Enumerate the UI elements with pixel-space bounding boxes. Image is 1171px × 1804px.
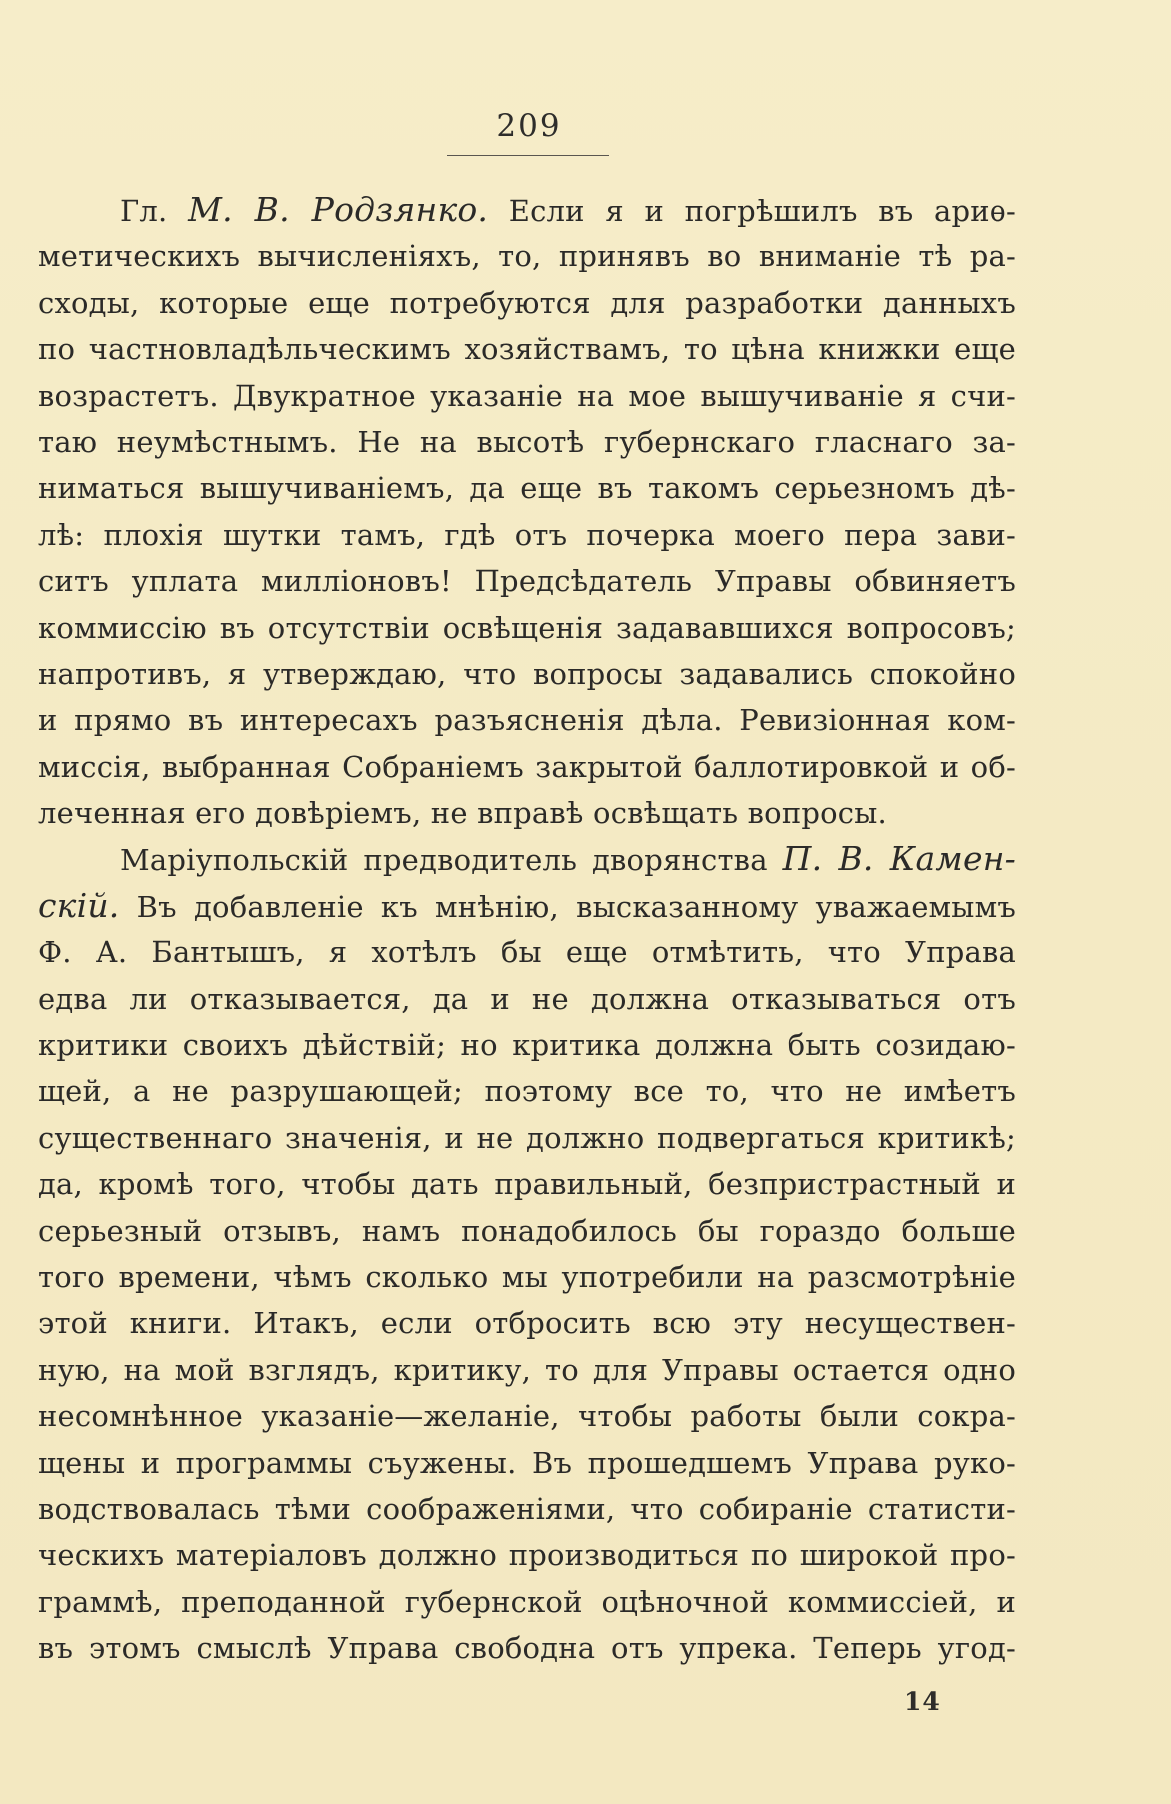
text-line: граммѣ, преподанной губернской оцѣночной коммиссіей, и xyxy=(38,1584,1016,1619)
text-line: ниматься вышучиваніемъ, да еще въ такомъ серьезномъ дѣ- xyxy=(38,471,1016,506)
page-number: 209 xyxy=(496,108,562,144)
text-line: по частновладѣльческимъ хозяйствамъ, то цѣна книжки еще xyxy=(38,332,1016,367)
speaker-name-continued: скій. xyxy=(38,885,120,925)
text-line: метическихъ вычисленіяхъ, то, принявъ во вниманіе тѣ ра- xyxy=(38,239,1016,274)
text-line: напротивъ, я утверждаю, что вопросы задавались спокойно xyxy=(38,656,1016,691)
text-line: того времени, чѣмъ сколько мы употребили на разсмотрѣніе xyxy=(38,1259,1016,1294)
text-line: водствовалась тѣми соображеніями, что собираніе статисти- xyxy=(38,1491,1016,1526)
text-line: леченная его довѣріемъ, не вправѣ освѣщать вопросы. xyxy=(38,796,887,831)
page-number-rule xyxy=(447,155,609,156)
text-line: сходы, которые еще потребуются для разработки данныхъ xyxy=(38,285,1016,320)
text-line: существеннаго значенія, и не должно подвергаться критикѣ; xyxy=(38,1120,1016,1155)
text-line: да, кромѣ того, чтобы дать правильный, безпристрастный и xyxy=(38,1167,1016,1202)
text-line: этой книги. Итакъ, если отбросить всю эту несуществен- xyxy=(38,1306,1016,1341)
text-line: серьезный отзывъ, намъ понадобилось бы гораздо больше xyxy=(38,1213,1016,1248)
body-text xyxy=(38,187,1016,1672)
text-line: ческихъ матеріаловъ должно производиться по широкой про- xyxy=(38,1538,1016,1573)
text-line: возрастетъ. Двукратное указаніе на мое вышучиваніе я счи- xyxy=(38,378,1016,413)
signature-mark: 14 xyxy=(904,1687,941,1716)
text-line: въ этомъ смыслѣ Управа свободна отъ упрека. Теперь угод- xyxy=(38,1631,1016,1666)
text-line: щены и программы съужены. Въ прошедшемъ Управа руко- xyxy=(38,1445,1016,1480)
text-line: ную, на мой взглядъ, критику, то для Управы остается одно xyxy=(38,1352,1016,1387)
text-line: критики своихъ дѣйствій; но критика должна быть созидаю- xyxy=(38,1028,1016,1063)
text-line: Если я и погрѣшилъ въ ариѳ- xyxy=(508,194,1017,228)
text-line: и прямо въ интересахъ разъясненія дѣла. Ревизіонная ком- xyxy=(38,703,1016,738)
speaker-name: М. В. Родзянко. xyxy=(188,190,489,229)
text-line: таю неумѣстнымъ. Не на высотѣ губернскаго гласнаго за- xyxy=(38,424,1016,459)
text-line: щей, а не разрушающей; поэтому все то, что не имѣетъ xyxy=(38,1074,1016,1109)
text-line: лѣ: плохія шутки тамъ, гдѣ отъ почерка моего пера зави- xyxy=(38,517,1016,552)
speaker-name: П. В. Камен- xyxy=(782,839,1016,879)
text-line: едва ли отказывается, да и не должна отказываться отъ xyxy=(38,981,1016,1016)
paragraph-2-line-1 xyxy=(38,836,1016,882)
text-line: Въ добавленіе къ мнѣнію, высказанному уважаемымъ xyxy=(136,889,1016,924)
text-line: миссія, выбранная Собраніемъ закрытой баллотировкой и об- xyxy=(38,749,1016,784)
speaker-title: Гл. xyxy=(120,194,168,228)
text-line: ситъ уплата милліоновъ! Предсѣдатель Управы обвиняетъ xyxy=(38,564,1016,599)
text-line: Маріупольскій предводитель дворянства xyxy=(120,843,768,878)
text-line: несомнѣнное указаніе—желаніе, чтобы работы были сокра- xyxy=(38,1399,1016,1434)
paragraph-1-line-1 xyxy=(38,187,1016,233)
text-line: Ф. А. Бантышъ, я хотѣлъ бы еще отмѣтить, что Управа xyxy=(38,935,1016,970)
text-line: коммиссію въ отсутствіи освѣщенія задававшихся вопросовъ; xyxy=(38,610,1016,645)
paragraph-2-line-2 xyxy=(38,883,1016,929)
